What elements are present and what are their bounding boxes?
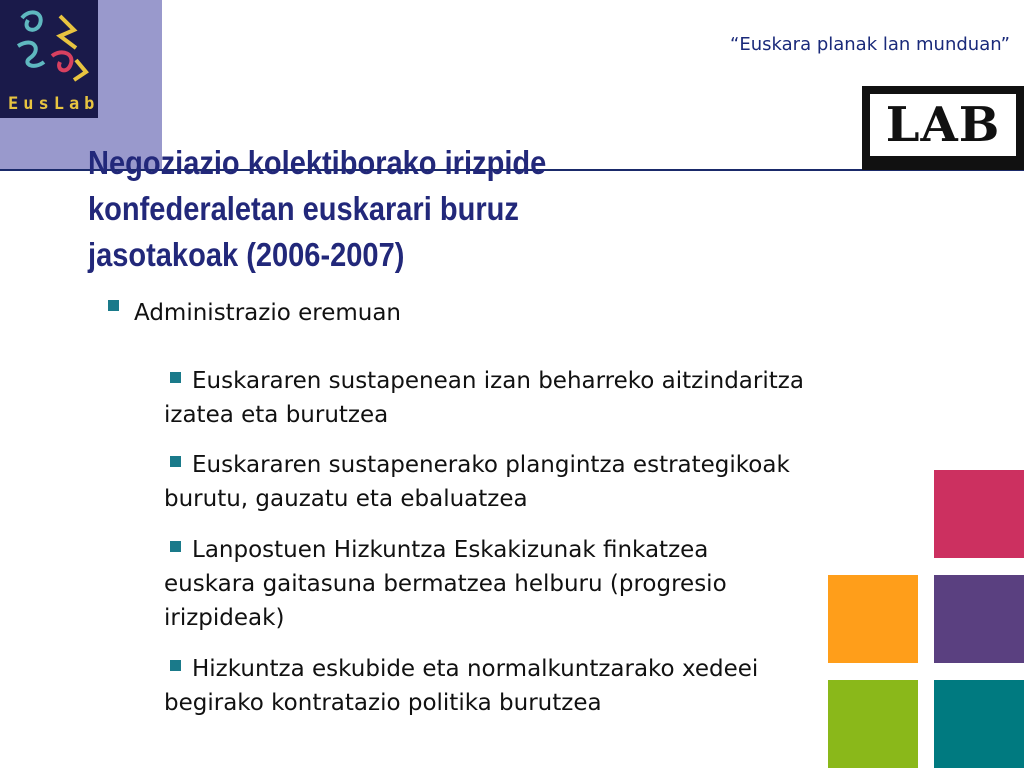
square-teal: [934, 680, 1024, 768]
lab-logo: [862, 86, 1024, 170]
sub-bullet-text: Euskararen sustapenean izan beharreko aitzindaritza izatea eta burutzea: [164, 368, 804, 428]
title-line-2: konfederaletan euskarari buruz: [88, 190, 519, 227]
square-green: [828, 680, 918, 768]
lab-logo-text: LAB: [885, 97, 1001, 153]
level1-bullet-text: Administrazio eremuan: [134, 300, 401, 326]
square-crimson: [934, 470, 1024, 558]
euslab-logo-text: EusLab: [8, 94, 100, 114]
sub-bullet-text: Hizkuntza eskubide eta normalkuntzarako xedeei begirako kontratazio politika burutzea: [164, 656, 759, 716]
euslab-logo: [0, 0, 98, 118]
tagline: “Euskara planak lan munduan”: [730, 34, 1010, 55]
sub-bullet-text: Euskararen sustapenerako plangintza estrategikoak burutu, gauzatu eta ebaluatzea: [164, 452, 790, 512]
bullet-square-icon: [108, 300, 119, 311]
lab-logo-frame: [870, 94, 1016, 156]
title-line-1: Negoziazio kolektiborako irizpide: [88, 144, 547, 181]
square-orange: [828, 575, 918, 663]
square-purple: [934, 575, 1024, 663]
euslab-emblem-icon: [0, 0, 98, 90]
title-line-3: jasotakoak (2006-2007): [88, 236, 405, 273]
slide-title: [88, 140, 634, 278]
sub-bullet-text: Lanpostuen Hizkuntza Eskakizunak finkatzea euskara gaitasuna bermatzea helburu (progresio irizpideak): [164, 537, 727, 631]
